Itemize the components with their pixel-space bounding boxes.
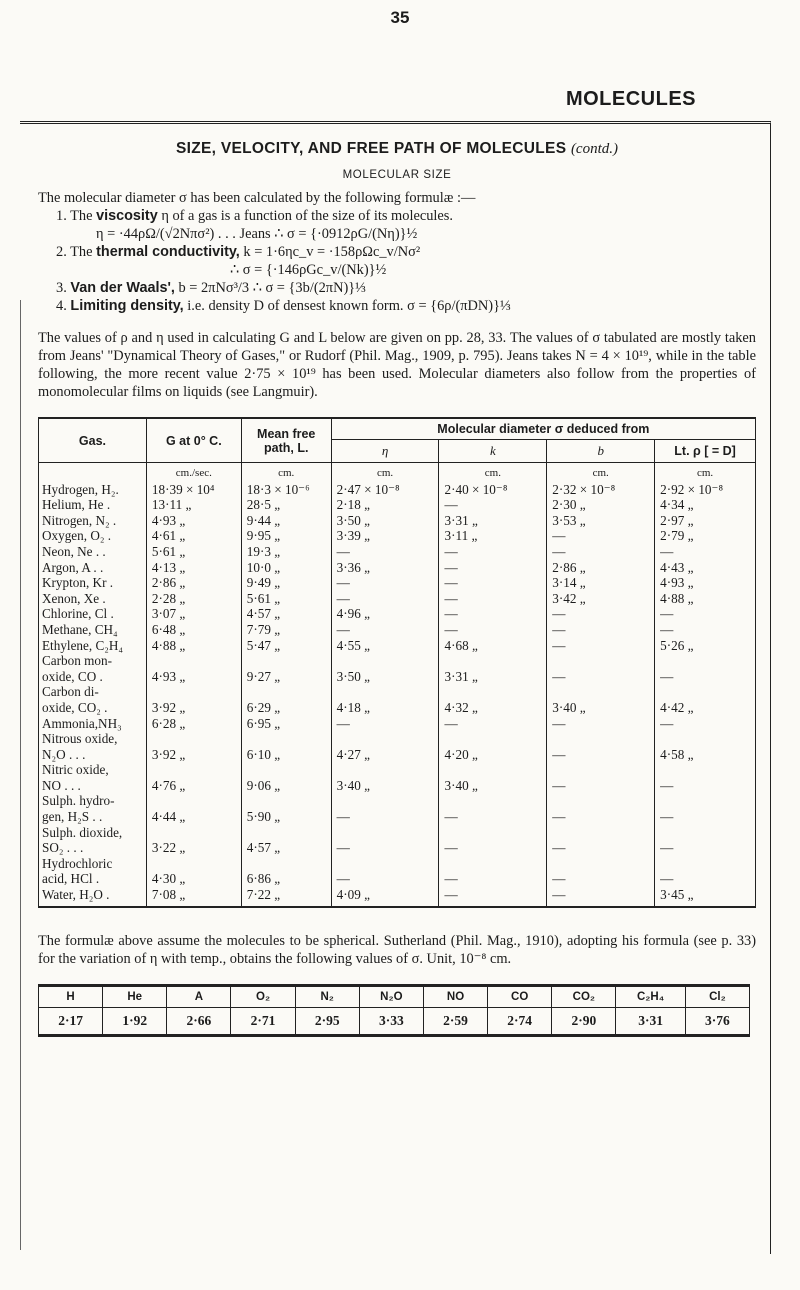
item-term: Limiting density, [70, 298, 184, 314]
header-eta: η [331, 440, 439, 463]
table-row [39, 731, 756, 762]
value-cell: — [547, 731, 655, 762]
value-cell: 3·36 „ [331, 560, 439, 576]
sutherland-value: 2·71 [231, 1007, 295, 1035]
table-row [39, 856, 756, 887]
value-cell: — [331, 716, 439, 732]
value-cell: 9·27 „ [241, 653, 331, 684]
table-row [39, 575, 756, 591]
value-cell: 2·86 „ [547, 560, 655, 576]
table-row [39, 793, 756, 824]
table-row [39, 684, 756, 715]
value-cell: 7·08 „ [146, 887, 241, 907]
value-cell: — [547, 544, 655, 560]
gas-name-cell [39, 653, 147, 684]
value-cell: — [331, 575, 439, 591]
value-cell: 4·34 „ [655, 497, 756, 513]
value-cell: 9·06 „ [241, 762, 331, 793]
gas-name-cell: Argon, A . . [39, 560, 147, 576]
item-term: thermal conductivity, [96, 244, 240, 260]
sutherland-value: 3·31 [616, 1007, 685, 1035]
value-cell: — [439, 856, 547, 887]
sutherland-gas: N₂ [295, 985, 359, 1007]
gas-name-line: Sulph. hydro- [42, 793, 115, 809]
value-cell: 6·29 „ [241, 684, 331, 715]
gas-name-cell [39, 793, 147, 824]
value-cell: 3·39 „ [331, 528, 439, 544]
value-cell: 4·13 „ [146, 560, 241, 576]
value-cell: 4·18 „ [331, 684, 439, 715]
value-cell: 3·31 „ [439, 653, 547, 684]
table-row [39, 622, 756, 638]
gas-name-line: Sulph. dioxide, [42, 824, 123, 840]
item-post: k = 1·6ηc_v = ·158ρΩc_v/Nσ² [239, 244, 421, 260]
value-cell: — [439, 560, 547, 576]
sutherland-values-row [39, 1007, 750, 1035]
value-cell: 10·0 „ [241, 560, 331, 576]
sutherland-gas: A [167, 985, 231, 1007]
value-cell: 4·93 „ [146, 513, 241, 529]
unit-cell: cm. [547, 463, 655, 482]
method-item-1 [38, 207, 756, 225]
gas-name-line: oxide, CO₂ . [42, 699, 108, 715]
value-cell: 2·18 „ [331, 497, 439, 513]
value-cell: 4·43 „ [655, 560, 756, 576]
value-cell: 3·92 „ [146, 731, 241, 762]
sutherland-gas: C₂H₄ [616, 985, 685, 1007]
value-cell: 4·93 „ [655, 575, 756, 591]
value-cell: 28·5 „ [241, 497, 331, 513]
sutherland-paragraph: The formulæ above assume the molecules to be spherical. Sutherland (Phil. Mag., 1910), adopting his formula (see p. 33) for the variation of η with temp., obtains the following values of σ. Unit, 10⁻⁸ cm. [38, 932, 756, 967]
value-cell: 4·57 „ [241, 606, 331, 622]
formula-viscosity: η = ·44ρΩ/(√2Nπσ²) . . . Jeans ∴ σ = {·0912ρG/(Nη)}½ [96, 226, 418, 242]
method-item-4 [38, 297, 756, 315]
value-cell: — [439, 622, 547, 638]
gas-name-line: SO₂ . . . [42, 840, 84, 856]
item-term: Van der Waals', [70, 280, 175, 296]
value-cell: 9·95 „ [241, 528, 331, 544]
value-cell: 5·26 „ [655, 638, 756, 654]
gas-name-cell: Methane, CH₄ [39, 622, 147, 638]
sutherland-gas: He [103, 985, 167, 1007]
sutherland-value: 1·92 [103, 1007, 167, 1035]
table-row [39, 528, 756, 544]
value-cell: 4·68 „ [439, 638, 547, 654]
value-cell: 3·40 „ [439, 762, 547, 793]
value-cell: — [655, 856, 756, 887]
value-cell: — [655, 793, 756, 824]
value-cell: 3·07 „ [146, 606, 241, 622]
section-title-main: SIZE, VELOCITY, AND FREE PATH OF MOLECULES [175, 140, 567, 157]
value-cell: 2·32 × 10⁻⁸ [547, 482, 655, 498]
item-number: 3. [56, 280, 67, 296]
value-cell: 4·42 „ [655, 684, 756, 715]
sutherland-gas: O₂ [231, 985, 295, 1007]
value-cell: — [655, 622, 756, 638]
value-cell: — [439, 591, 547, 607]
value-cell: 5·61 „ [146, 544, 241, 560]
gas-name-line: Carbon di- [42, 684, 99, 700]
value-cell: 3·40 „ [547, 684, 655, 715]
item-number: 1. [56, 208, 67, 224]
value-cell: 13·11 „ [146, 497, 241, 513]
value-cell: 7·79 „ [241, 622, 331, 638]
sutherland-value: 2·17 [39, 1007, 103, 1035]
value-cell: — [439, 575, 547, 591]
value-cell: — [547, 606, 655, 622]
table-row [39, 513, 756, 529]
value-cell: — [331, 544, 439, 560]
gas-name-line: N₂O . . . [42, 746, 86, 762]
sutherland-value: 2·59 [423, 1007, 487, 1035]
gas-name-cell [39, 762, 147, 793]
value-cell: — [439, 497, 547, 513]
page-frame-left-rule [20, 300, 21, 1250]
gas-name-line: Nitric oxide, [42, 762, 109, 778]
value-cell: 5·61 „ [241, 591, 331, 607]
method-item-2 [38, 243, 756, 261]
value-cell: 6·95 „ [241, 716, 331, 732]
section-title [38, 140, 756, 158]
value-cell: 19·3 „ [241, 544, 331, 560]
value-cell: 6·10 „ [241, 731, 331, 762]
value-cell: 4·09 „ [331, 887, 439, 907]
value-cell: — [439, 606, 547, 622]
value-cell: 3·11 „ [439, 528, 547, 544]
sutherland-gas: H [39, 985, 103, 1007]
unit-cell: cm./sec. [146, 463, 241, 482]
value-cell: 4·27 „ [331, 731, 439, 762]
value-cell: 4·88 „ [655, 591, 756, 607]
intro-text: The molecular diameter σ has been calculated by the following formulæ :— [38, 190, 476, 206]
value-cell: 4·44 „ [146, 793, 241, 824]
value-cell: — [655, 653, 756, 684]
item-number: 4. [56, 298, 67, 314]
value-cell: — [547, 793, 655, 824]
sutherland-value: 2·66 [167, 1007, 231, 1035]
value-cell: — [655, 544, 756, 560]
explanation-paragraph: The values of ρ and η used in calculating G and L below are given on pp. 28, 33. The values of σ tabulated are mostly taken from Jeans' "Dynamical Theory of Gases," or Rudorf (Phil. Mag., 1909, p. 795). Jeans takes N = 4 × 10¹⁹, while in the table following, the more recent value 2·75 × 10¹⁹ has been used. Molecular diameters also follow from the properties of monomolecular films on liquids (see Langmuir). [38, 330, 756, 400]
table-row [39, 653, 756, 684]
value-cell: 2·40 × 10⁻⁸ [439, 482, 547, 498]
value-cell: 7·22 „ [241, 887, 331, 907]
table-row [39, 638, 756, 654]
value-cell: — [547, 528, 655, 544]
value-cell: 3·92 „ [146, 684, 241, 715]
sutherland-gas: Cl₂ [685, 985, 749, 1007]
value-cell: — [439, 887, 547, 907]
sutherland-gas: CO₂ [552, 985, 616, 1007]
item-pre: The [70, 244, 97, 260]
value-cell: 2·92 × 10⁻⁸ [655, 482, 756, 498]
value-cell: 6·86 „ [241, 856, 331, 887]
gas-name-line: gen, H₂S . . [42, 809, 103, 825]
gas-name-line: acid, HCl . [42, 871, 100, 887]
item-post: b = 2πNσ³/3 ∴ σ = {3b/(2πN)}⅓ [174, 280, 366, 296]
value-cell: 18·39 × 10⁴ [146, 482, 241, 498]
value-cell: 3·14 „ [547, 575, 655, 591]
value-cell: — [655, 606, 756, 622]
content [38, 136, 756, 1037]
table-row [39, 482, 756, 498]
table-row [39, 544, 756, 560]
value-cell: — [331, 793, 439, 824]
gas-name-line: NO . . . [42, 777, 81, 793]
item-post: i.e. density D of densest known form. σ = {6ρ/(πDN)}⅓ [183, 298, 511, 314]
value-cell: 6·28 „ [146, 716, 241, 732]
gas-name-cell [39, 856, 147, 887]
sutherland-gas: CO [488, 985, 552, 1007]
value-cell: — [439, 793, 547, 824]
unit-cell: cm. [439, 463, 547, 482]
gas-name-cell: Water, H₂O . [39, 887, 147, 907]
value-cell: 3·45 „ [655, 887, 756, 907]
value-cell: — [655, 716, 756, 732]
value-cell: 9·49 „ [241, 575, 331, 591]
gas-name-cell [39, 684, 147, 715]
value-cell: — [547, 856, 655, 887]
gas-name-cell: Xenon, Xe . [39, 591, 147, 607]
value-cell: — [331, 591, 439, 607]
value-cell: 4·61 „ [146, 528, 241, 544]
gas-name-cell: Neon, Ne . . [39, 544, 147, 560]
value-cell: — [439, 825, 547, 856]
header-k: k [439, 440, 547, 463]
value-cell: — [547, 825, 655, 856]
gas-name-cell: Helium, He . [39, 497, 147, 513]
running-head: MOLECULES [565, 88, 696, 110]
units-row [39, 463, 756, 482]
value-cell: 3·31 „ [439, 513, 547, 529]
gas-name-cell: Oxygen, O₂ . [39, 528, 147, 544]
value-cell: 3·40 „ [331, 762, 439, 793]
value-cell: 2·47 × 10⁻⁸ [331, 482, 439, 498]
table-row [39, 716, 756, 732]
value-cell: 3·50 „ [331, 513, 439, 529]
table-row [39, 497, 756, 513]
subheading: MOLECULAR SIZE [342, 169, 452, 181]
value-cell: 3·50 „ [331, 653, 439, 684]
value-cell: — [331, 856, 439, 887]
gas-name-cell: Krypton, Kr . [39, 575, 147, 591]
value-cell: — [331, 622, 439, 638]
formula-conductivity: ∴ σ = {·146ρGc_v/(Nk)}½ [230, 262, 387, 278]
value-cell: — [655, 825, 756, 856]
value-cell: 4·30 „ [146, 856, 241, 887]
sutherland-value: 3·33 [359, 1007, 423, 1035]
header-g: G at 0° C. [146, 418, 241, 463]
value-cell: — [547, 716, 655, 732]
value-cell: 4·20 „ [439, 731, 547, 762]
method-item-3 [38, 279, 756, 297]
unit-cell [39, 463, 147, 482]
value-cell: — [331, 825, 439, 856]
molecular-diameter-table [38, 417, 756, 908]
page-number: 35 [390, 8, 410, 27]
value-cell: — [547, 887, 655, 907]
gas-name-cell [39, 825, 147, 856]
value-cell: 4·57 „ [241, 825, 331, 856]
sutherland-value: 2·74 [488, 1007, 552, 1035]
gas-name-line: oxide, CO . [42, 668, 103, 684]
unit-cell: cm. [655, 463, 756, 482]
unit-cell: cm. [241, 463, 331, 482]
value-cell: 4·76 „ [146, 762, 241, 793]
header-limiting-density: Lt. ρ [ = D] [655, 440, 756, 463]
value-cell: 9·44 „ [241, 513, 331, 529]
gas-name-line: Hydrochloric [42, 855, 113, 871]
value-cell: 3·22 „ [146, 825, 241, 856]
gas-name-cell: Chlorine, Cl . [39, 606, 147, 622]
gas-name-cell: Hydrogen, H₂. [39, 482, 147, 498]
value-cell: 3·42 „ [547, 591, 655, 607]
value-cell: — [547, 622, 655, 638]
table-row [39, 825, 756, 856]
value-cell: 4·93 „ [146, 653, 241, 684]
value-cell: 5·90 „ [241, 793, 331, 824]
gas-name-cell: Ethylene, C₂H₄ [39, 638, 147, 654]
item-term: viscosity [96, 208, 158, 224]
gas-name-cell [39, 731, 147, 762]
value-cell: 2·79 „ [655, 528, 756, 544]
value-cell: 18·3 × 10⁻⁶ [241, 482, 331, 498]
value-cell: 5·47 „ [241, 638, 331, 654]
value-cell: — [655, 762, 756, 793]
value-cell: 2·97 „ [655, 513, 756, 529]
sutherland-table [38, 984, 750, 1037]
sutherland-value: 2·90 [552, 1007, 616, 1035]
gas-name-cell: Nitrogen, N₂ . [39, 513, 147, 529]
value-cell: 4·32 „ [439, 684, 547, 715]
header-molecular-diameter: Molecular diameter σ deduced from [331, 418, 755, 440]
value-cell: 2·28 „ [146, 591, 241, 607]
header-b: b [547, 440, 655, 463]
value-cell: — [439, 544, 547, 560]
value-cell: — [439, 716, 547, 732]
value-cell: 4·96 „ [331, 606, 439, 622]
value-cell: — [547, 762, 655, 793]
table-row [39, 606, 756, 622]
value-cell: 2·86 „ [146, 575, 241, 591]
value-cell: 4·88 „ [146, 638, 241, 654]
header-mean-free-path: Mean free path, L. [241, 418, 331, 463]
value-cell: 4·58 „ [655, 731, 756, 762]
unit-cell: cm. [331, 463, 439, 482]
sutherland-value: 2·95 [295, 1007, 359, 1035]
value-cell: 3·53 „ [547, 513, 655, 529]
item-post: η of a gas is a function of the size of its molecules. [157, 208, 453, 224]
gas-name-cell: Ammonia,NH₃ [39, 716, 147, 732]
table-row [39, 887, 756, 907]
sutherland-header-row [39, 985, 750, 1007]
sutherland-value: 3·76 [685, 1007, 749, 1035]
sutherland-gas: N₂O [359, 985, 423, 1007]
section-title-contd: (contd.) [570, 141, 619, 157]
value-cell: — [547, 653, 655, 684]
value-cell: 4·55 „ [331, 638, 439, 654]
value-cell: 6·48 „ [146, 622, 241, 638]
item-number: 2. [56, 244, 67, 260]
value-cell: 2·30 „ [547, 497, 655, 513]
table-row [39, 591, 756, 607]
gas-name-line: Nitrous oxide, [42, 731, 118, 747]
gas-name-line: Carbon mon- [42, 653, 112, 669]
item-pre: The [70, 208, 97, 224]
sutherland-gas: NO [423, 985, 487, 1007]
header-gas: Gas. [39, 418, 147, 463]
table-row [39, 560, 756, 576]
table-row [39, 762, 756, 793]
value-cell: — [547, 638, 655, 654]
